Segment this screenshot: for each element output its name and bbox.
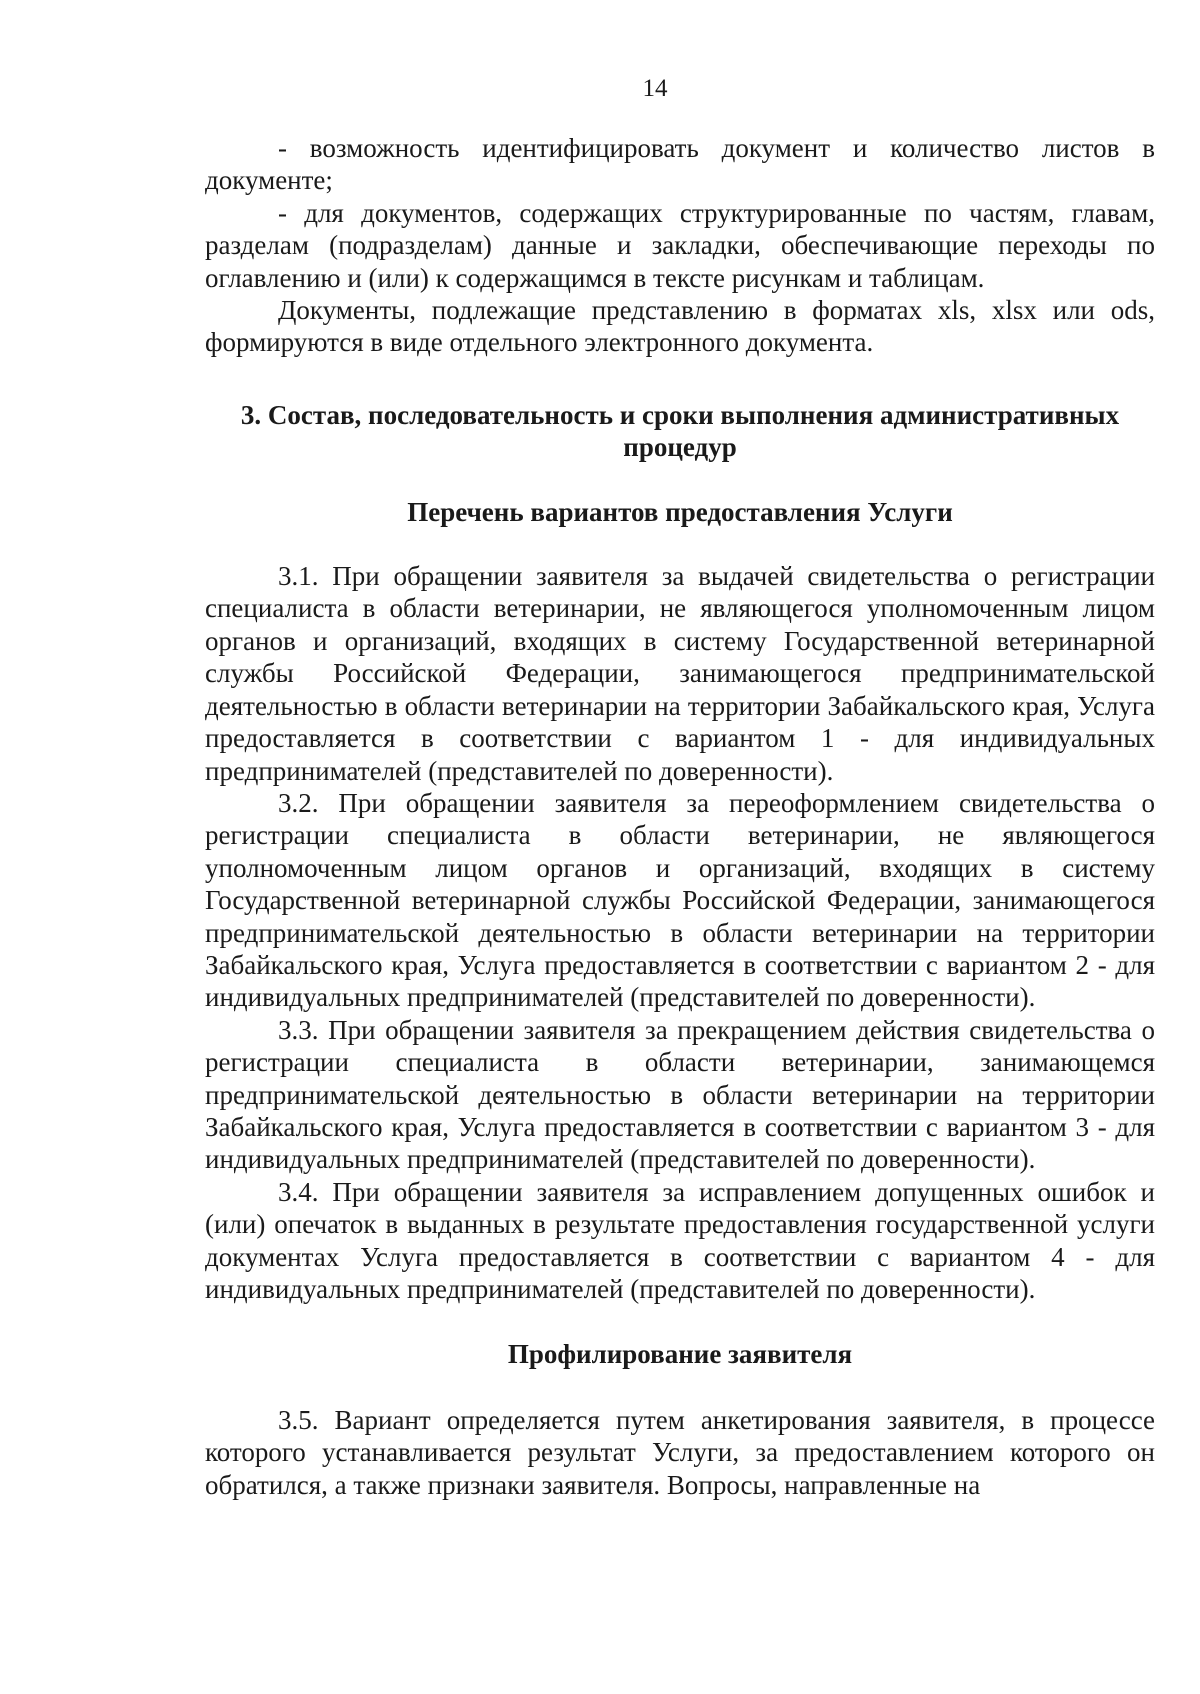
section-heading: 3. Состав, последовательность и сроки выполнения административных процедур <box>240 399 1120 463</box>
paragraph-structured-documents: - для документов, содержащих структурированные по частям, главам, разделам (подразделам) данные и закладки, обеспечивающие переходы по оглавлению и (или) к содержащимся в тексте рисункам и таблицам. <box>205 197 1155 293</box>
paragraph-spreadsheet-formats: Документы, подлежащие представлению в форматах xls, xlsx или ods, формируются в виде отдельного электронного документа. <box>205 295 1155 358</box>
page-number: 14 <box>642 75 668 102</box>
paragraph-3-4: 3.4. При обращении заявителя за исправлением допущенных ошибок и (или) опечаток в выданных в результате предоставления государственной услуги документах Услуга предоставляется в соответствии с вариантом 4 - для индивидуальных предпринимателей (представителей по доверенности). <box>205 1176 1155 1304</box>
paragraph-3-1: 3.1. При обращении заявителя за выдачей свидетельства о регистрации специалиста в области ветеринарии, не являющегося уполномоченным лицом органов и организаций, входящих в систему Государственной ветеринарной службы Российской Федерации, занимающегося предпринимательской деятельностью в области ветеринарии на территории Забайкальского края, Услуга предоставляется в соответствии с вариантом 1 - для индивидуальных предпринимателей (представителей по доверенности). <box>205 561 1155 786</box>
paragraph-3-3: 3.3. При обращении заявителя за прекращением действия свидетельства о регистрации специалиста в области ветеринарии, занимающемся предпринимательской деятельностью в области ветеринарии на территории Забайкальского края, Услуга предоставляется в соответствии с вариантом 3 - для индивидуальных предпринимателей (представителей по доверенности). <box>205 1014 1155 1175</box>
paragraph-identify-document: - возможность идентифицировать документ и количество листов в документе; <box>205 133 1155 196</box>
paragraph-3-5: 3.5. Вариант определяется путем анкетирования заявителя, в процессе которого устанавливается результат Услуги, за предоставлением которого он обратился, а также признаки заявителя. Вопросы, направленные на <box>205 1404 1155 1500</box>
subheading-profiling: Профилирование заявителя <box>507 1339 853 1370</box>
document-body <box>205 132 1155 1501</box>
subheading-variants: Перечень вариантов предоставления Услуги <box>407 496 953 527</box>
paragraph-3-2: 3.2. При обращении заявителя за переоформлением свидетельства о регистрации специалиста в области ветеринарии, не являющегося уполномоченным лицом органов и организаций, входящих в систему Государственной ветеринарной службы Российской Федерации, занимающегося предпринимательской деятельностью в области ветеринарии на территории Забайкальского края, Услуга предоставляется в соответствии с вариантом 2 - для индивидуальных предпринимателей (представителей по доверенности). <box>205 787 1155 1013</box>
